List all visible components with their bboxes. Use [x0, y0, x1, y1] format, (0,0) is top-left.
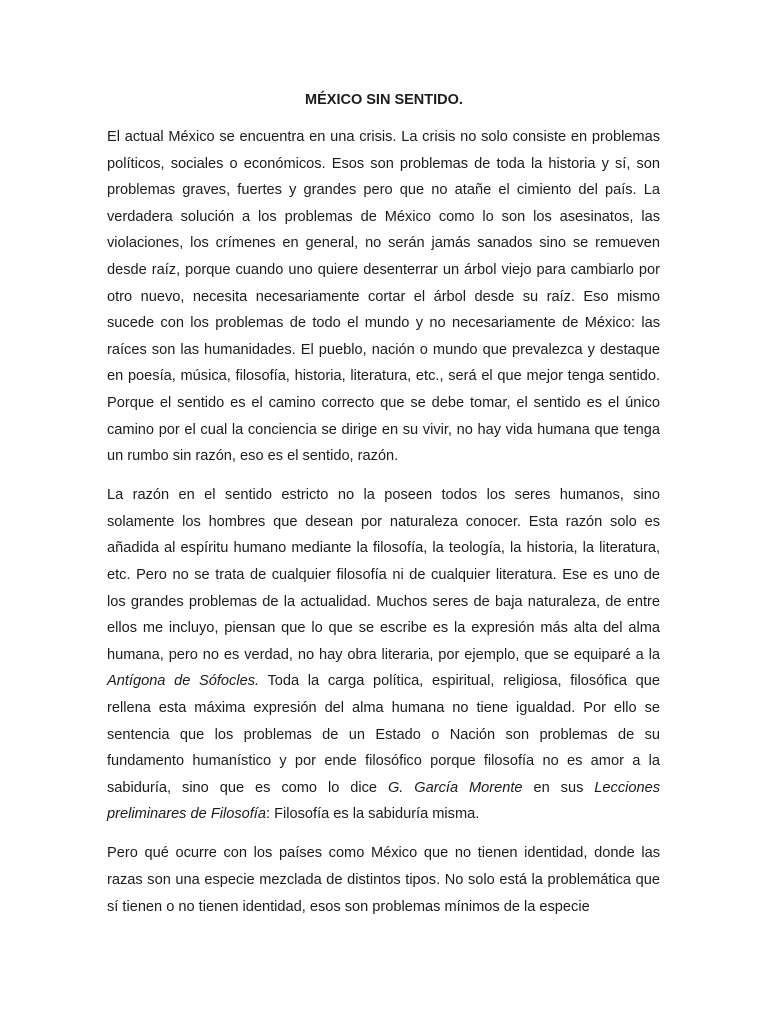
paragraph-text: Toda la carga política, espiritual, religiosa, filosófica que rellena esta máxima expresión del alma humana no tiene igualdad. Por ello se sentencia que los problemas de un Estado o Nación son problemas de su fundamento humanístico y por ende filosófico porque filosofía no es amor a la sabiduría, sino que es como lo dice [107, 673, 661, 796]
italic-title-antigona: Antígona de Sófocles. [107, 673, 260, 690]
italic-author-name: G. García Morente [387, 779, 523, 796]
paragraph-text: El actual México se encuentra en una crisis. La crisis no solo consiste en problemas políticos, sociales o económicos. Esos son problemas de toda la historia y sí, son problemas graves, fuertes y grandes pero que no atañe el cimiento del país. La verdadera solución a los problemas de México como lo son los asesinatos, las violaciones, los crímenes en general, no serán jamás sanados sino se remueven desde raíz, porque cuando uno quiere desenterrar un árbol viejo para cambiarlo por otro nuevo, necesita necesariamente cortar el árbol desde su raíz. Eso mismo sucede con los problemas de todo el mundo y no necesariamente de México: las raíces son las humanidades. El pueblo, nación o mundo que prevalezca y destaque en poesía, música, filosofía, historia, literatura, etc., será el que mejor tenga sentido. Porque el sentido es el camino correcto que se debe tomar, el sentido es el único camino por el cual la conciencia se dirige en su vivir, no hay vida humana que tenga un rumbo sin razón, eso es el sentido, razón. [107, 129, 660, 465]
paragraph-text: en sus [522, 779, 595, 796]
paragraph-text: La razón en el sentido estricto no la poseen todos los seres humanos, sino solamente los hombres que desean por naturaleza conocer. Esta razón solo es añadida al espíritu humano mediante la filosofía, la teología, la historia, la literatura, etc. Pero no se trata de cualquier filosofía ni de cualquier literatura. Ese es uno de los grandes problemas de la actualidad. Muchos seres de baja naturaleza, de entre ellos me incluyo, piensan que lo que se escribe es la expresión más alta del alma humana, pero no es verdad, no hay obra literaria, por ejemplo, que se equiparé a la [107, 487, 660, 663]
paragraph-text: Pero qué ocurre con los países como México que no tienen identidad, donde las razas son una especie mezclada de distintos tipos. No solo está la problemática que sí tienen o no tienen identidad, esos son problemas mínimos de la especie [107, 845, 660, 915]
paragraph-3 [107, 840, 660, 920]
italic-book-title: Lecciones preliminares de Filosofía [107, 779, 661, 823]
document-title: MÉXICO SIN SENTIDO. [305, 92, 463, 108]
document-body [107, 124, 660, 933]
paragraph-text: : Filosofía es la sabiduría misma. [265, 806, 480, 823]
paragraph-2 [107, 482, 660, 828]
paragraph-1 [107, 124, 660, 470]
